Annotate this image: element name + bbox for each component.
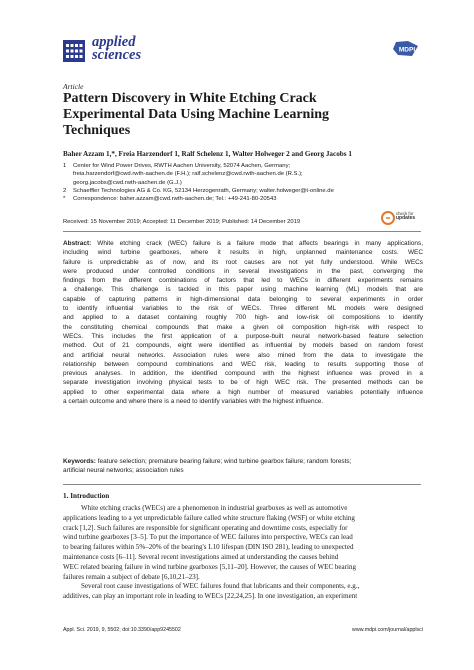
abstract-line: the constituting chemical compounds that make a given oil composition high-risk with respect to (63, 323, 423, 331)
affiliation-line[interactable]: Schaeffler Technologies AG & Co. KG, 52134 Herzogenrath, Germany; walter.holweger@t-online.de (73, 187, 334, 194)
publication-dates: Received: 15 November 2019; Accepted: 11 December 2019; Published: 14 December 2019 (63, 219, 301, 225)
check-for-updates-label[interactable] (396, 211, 415, 221)
abstract-label: Abstract: (63, 240, 92, 247)
body-line: Several root cause investigations of WEC failures found that lubricants and their components, e.g., (81, 582, 360, 591)
correspondence-line[interactable]: Correspondence: baher.azzam@cwd.rwth-aachen.de; Tel.: +49-241-80-20543 (73, 196, 277, 203)
abstract-line: failure is unpredictable as of now, and its root causes are not yet fully understood. While WECs (63, 258, 423, 266)
journal-name-line1: applied (92, 34, 136, 50)
abstract-line: and applied to a dataset containing roughly 700 high- and low-risk oil compositions to identify (63, 314, 423, 322)
body-line: maintenance costs [6–11]. Several recent investigations aimed at understanding the causes behind (63, 552, 339, 561)
article-title: Pattern Discovery in White Etching Crack Experimental Data Using Machine Learning Techniques (63, 91, 329, 138)
abstract-line: relationship between compound combinations and WEC risk, leading to results supporting those of (63, 360, 423, 368)
divider (63, 484, 421, 485)
affiliation-mark: 1 (63, 163, 67, 169)
check-for-updates-line2: updates (396, 215, 416, 221)
affiliation-mark: * (63, 196, 66, 203)
abstract-line: capable of capturing patterns in high-dimensional data belonging to several experiments in order (63, 295, 423, 303)
body-line: failures remain a subject of debate [6,10,21–23]. (63, 572, 200, 581)
keywords-line: artificial neural networks; association rules (63, 467, 184, 475)
abstract-line: a certain outcome and where there is a need to identify variables with the highest influence. (63, 398, 324, 406)
abstract-line: applied to other experimental data where a high number of measured variables potentially influence (63, 388, 423, 396)
article-type: Article (63, 82, 84, 91)
journal-name (92, 36, 141, 62)
body-line: additives, can play an important role in leading to WECs [22,24,25]. In one investigation, an experiment (63, 592, 358, 601)
abstract-line: WECs. This includes the first application of a purpose-built neural network-based feature selection (63, 332, 423, 340)
body-line: WEC related bearing failure in wind turbine gearboxes [5,11–20]. However, the causes of WEC bearing (63, 562, 357, 571)
body-line: wind turbine gearboxes [3–5]. To put the importance of WEC failures into perspective, WECs can lead (63, 533, 353, 542)
abstract-line: to identify influential variables to the risk of WECs. Three different ML models were designed (63, 305, 423, 313)
abstract-text: White etching crack (WEC) failure is a failure mode that affects bearings in many applications, (97, 240, 423, 247)
affiliation-line: Center for Wind Power Drives, RWTH Aachen University, 52074 Aachen, Germany; (73, 163, 291, 169)
abstract-line: were produced under controlled conditions in several investigations in the past, converging the (63, 267, 423, 275)
journal-name-line2: sciences (92, 47, 142, 63)
footer-citation: Appl. Sci. 2019, 9, 5502; doi:10.3390/app9245502 (63, 627, 181, 633)
keywords (63, 457, 423, 476)
abstract-line (63, 239, 423, 248)
author-list: Baher Azzam 1,*, Freia Harzendorf 1, Ralf Schelenz 1, Walter Holweger 2 and Georg Jacobs 1 (63, 150, 352, 158)
journal-logo-icon (63, 40, 85, 62)
affiliations (63, 162, 433, 203)
footer-journal-url[interactable]: www.mdpi.com/journal/applsci (352, 627, 423, 633)
affiliation-mark: 2 (63, 187, 67, 194)
affiliation-2 (63, 187, 433, 195)
divider (63, 231, 421, 232)
introduction-body (63, 504, 423, 602)
body-line: crack [1,2]. Such failures are responsible for significant operating and downtime costs, especially for (63, 523, 348, 532)
abstract-line: findings from the different combinations of factors that led to WECs in different experiments remains (63, 277, 423, 285)
abstract-line: a challenge. This challenge is tackled in this paper using machine learning (ML) models that are (63, 286, 423, 294)
abstract-line: previous analyses. In addition, the identified compound with the highest influence was proved in a (63, 370, 423, 378)
keywords-label: Keywords: (63, 458, 96, 465)
affiliation-line[interactable]: freia.harzendorf@cwd.rwth-aachen.de (F.H.); ralf.schelenz@cwd.rwth-aachen.de (R.S.); (73, 171, 303, 178)
affiliation-line[interactable]: georg.jacobs@cwd.rwth-aachen.de (G.J.) (73, 179, 182, 186)
check-for-updates-line1: check for (396, 211, 414, 216)
body-line: applications leading to a yet unpredictable failure called white structure flaking (WSF) or white etching (63, 513, 355, 522)
abstract (63, 239, 423, 406)
affiliation-1 (63, 162, 433, 170)
keywords-line: feature selection; premature bearing failure; wind turbine gearbox failure; random forests; (97, 458, 352, 465)
correspondence (63, 195, 433, 203)
mdpi-logo-text: MDPI (398, 46, 416, 54)
body-line: to bearing failures within 5%–20% of the bearing's L10 lifespan (DIN ISO 281), leading to unexpected (63, 543, 354, 552)
abstract-line: separate investigation involving physical tests to be of high WEC risk. The presented methods can be (63, 379, 423, 387)
abstract-line: and artificial neural networks. Association rules were also mined from the data to investigate the (63, 351, 423, 359)
abstract-line: method. Out of 21 compounds, eight were identified as influential by models based on random forest (63, 342, 423, 350)
abstract-line: including wind turbine gearboxes, where it results in high, unplanned maintenance costs. WEC (63, 249, 423, 257)
body-line: White etching cracks (WECs) are a phenomenon in industrial gearboxes as well as automotive (81, 504, 348, 512)
mdpi-logo-icon (392, 40, 422, 58)
section-heading: 1. Introduction (63, 492, 110, 500)
